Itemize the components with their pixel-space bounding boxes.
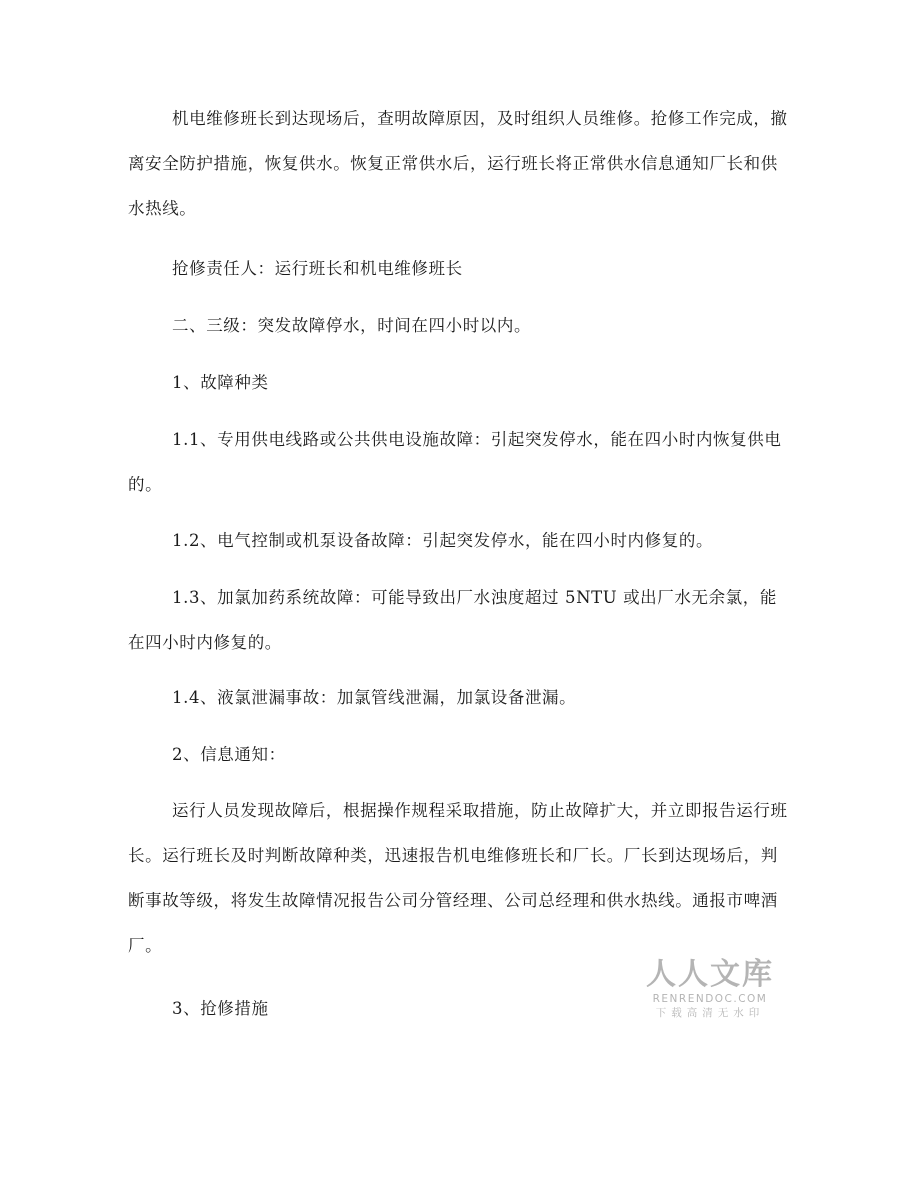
paragraph-fault-1-4: 1.4、液氯泄漏事故：加氯管线泄漏，加氯设备泄漏。 <box>172 688 577 707</box>
paragraph-fault-1-2: 1.2、电气控制或机泵设备故障：引起突发停水，能在四小时内修复的。 <box>172 531 714 550</box>
paragraph-notification-heading: 2、信息通知： <box>172 745 286 764</box>
paragraph-repair-measures-heading: 3、抢修措施 <box>172 999 269 1018</box>
watermark-logo <box>636 958 784 1020</box>
watermark-subtitle: 下载高清无水印 <box>655 1007 765 1019</box>
paragraph-fault-1-3: 1.3、加氯加药系统故障：可能导致出厂水浊度超过 5NTU 或出厂水无余氯，能在四小时内修复的。 <box>128 588 777 652</box>
watermark-title: 人人文库 <box>646 957 774 992</box>
paragraph-fault-types-heading: 1、故障种类 <box>172 373 269 392</box>
paragraph-level-three-heading: 二、三级：突发故障停水，时间在四小时以内。 <box>172 316 532 335</box>
paragraph-fault-1-1: 1.1、专用供电线路或公共供电设施故障：引起突发停水，能在四小时内恢复供电的。 <box>128 430 782 494</box>
paragraph-repair-completion: 机电维修班长到达现场后，查明故障原因，及时组织人员维修。抢修工作完成，撤离安全防护措施，恢复供水。恢复正常供水后，运行班长将正常供水信息通知厂长和供水热线。 <box>128 109 788 218</box>
paragraph-repair-responsible: 抢修责任人：运行班长和机电维修班长 <box>172 259 463 278</box>
watermark-domain: RENRENDOC.COM <box>652 993 768 1005</box>
paragraph-notification-body: 运行人员发现故障后，根据操作规程采取措施，防止故障扩大，并立即报告运行班长。运行班长及时判断故障种类，迅速报告机电维修班长和厂长。厂长到达现场后，判断事故等级，将发生故障情况报告公司分管经理、公司总经理和供水热线。通报市啤酒厂。 <box>128 801 788 955</box>
